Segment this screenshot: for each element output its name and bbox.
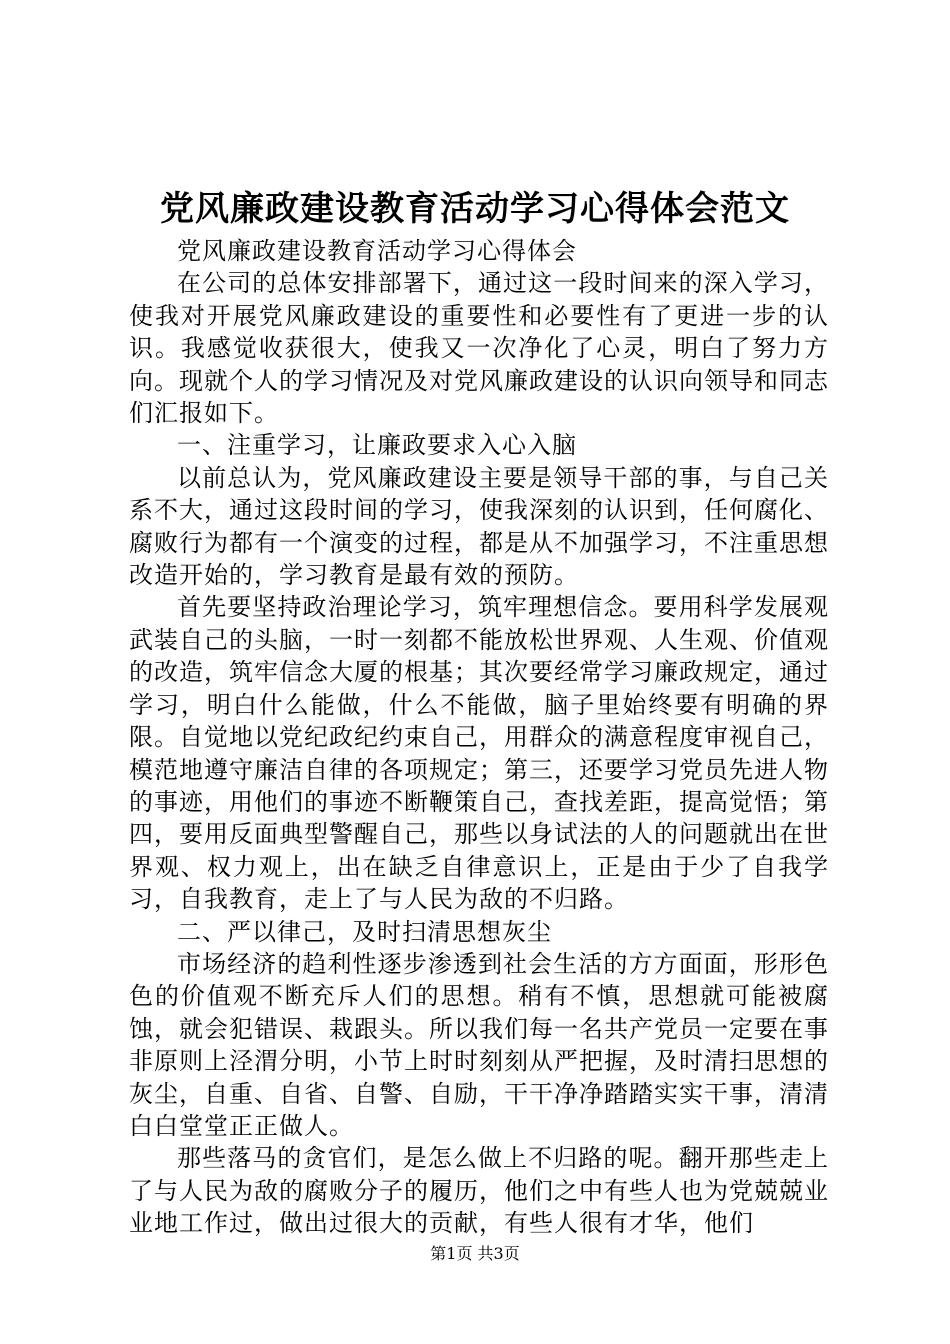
paragraph: 那些落马的贪官们，是怎么做上不归路的呢。翻开那些走上了与人民为敌的腐败分子的履历，他们之中有些人也为党兢兢业业地工作过，做出过很大的贡献，有些人很有才华，他们	[129, 1144, 829, 1238]
paragraph: 以前总认为，党风廉政建设主要是领导干部的事，与自己关系不大，通过这段时间的学习，使我深刻的认识到，任何腐化、腐败行为都有一个演变的过程，都是从不加强学习，不注重思想改造开始的，学习教育是最有效的预防。	[129, 463, 829, 590]
paragraph: 在公司的总体安排部署下，通过这一段时间来的深入学习，使我对开展党风廉政建设的重要性和必要性有了更进一步的认识。我感觉收获很大，使我又一次净化了心灵，明白了努力方向。现就个人的学习情况及对党风廉政建设的认识向领导和同志们汇报如下。	[129, 269, 829, 428]
paragraph-subtitle: 党风廉政建设教育活动学习心得体会	[177, 237, 577, 265]
document-title: 党风廉政建设教育活动学习心得体会范文	[160, 189, 790, 229]
section-heading-2: 二、严以律己，及时扫清思想灰尘	[177, 917, 552, 946]
paragraph: 市场经济的趋利性逐步渗透到社会生活的方方面面，形形色色的价值观不断充斥人们的思想。稍有不慎，思想就可能被腐蚀，就会犯错误、栽跟头。所以我们每一名共产党员一定要在事非原则上泾渭分明，小节上时时刻刻从严把握，及时清扫思想的灰尘，自重、自省、自警、自励，干干净净踏踏实实干事，清清白白堂堂正正做人。	[129, 949, 829, 1140]
document-body	[129, 235, 829, 1240]
section-heading-1: 一、注重学习，让廉政要求入心入脑	[177, 431, 577, 460]
paragraph: 首先要坚持政治理论学习，筑牢理想信念。要用科学发展观武装自己的头脑，一时一刻都不能放松世界观、人生观、价值观的改造，筑牢信念大厦的根基；其次要经常学习廉政规定，通过学习，明白什么能做，什么不能做，脑子里始终要有明确的界限。自觉地以党纪政纪约束自己，用群众的满意程度审视自己，模范地遵守廉洁自律的各项规定；第三，还要学习党员先进人物的事迹，用他们的事迹不断鞭策自己，查找差距，提高觉悟；第四，要用反面典型警醒自己，那些以身试法的人的问题就出在世界观、权力观上，出在缺乏自律意识上，正是由于少了自我学习，自我教育，走上了与人民为敌的不归路。	[129, 593, 829, 914]
page-number-footer: 第1页 共3页	[430, 1244, 520, 1263]
